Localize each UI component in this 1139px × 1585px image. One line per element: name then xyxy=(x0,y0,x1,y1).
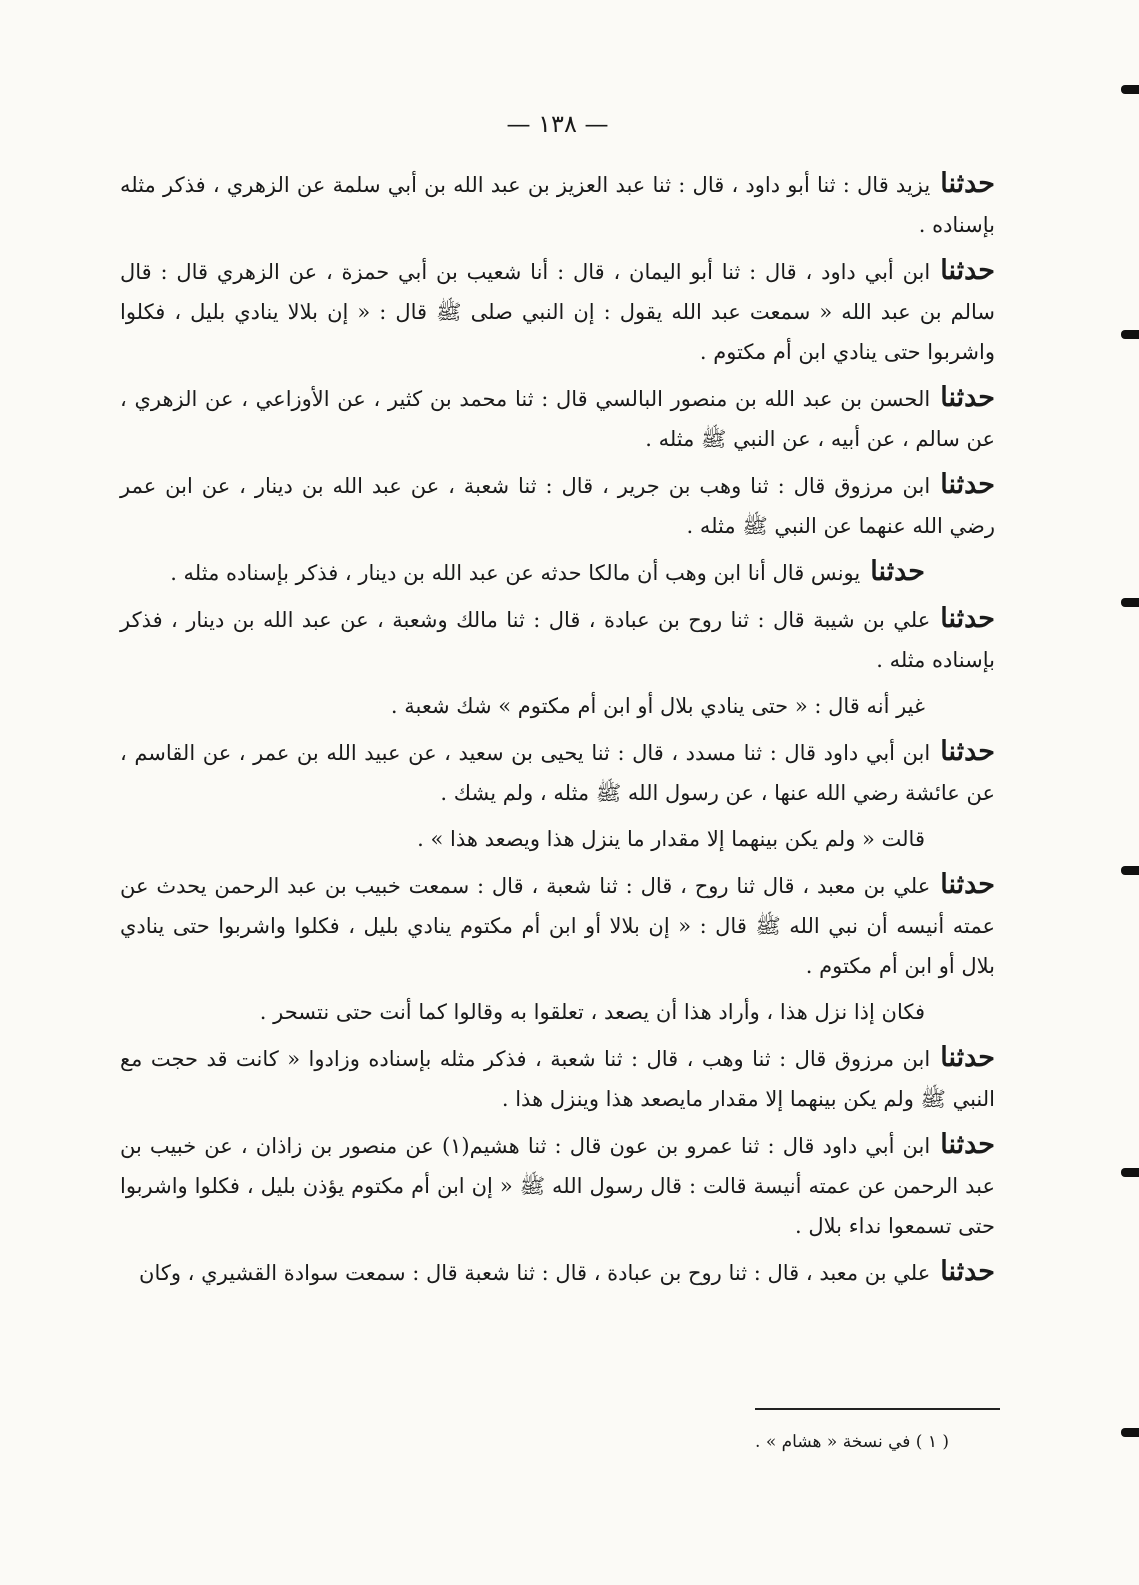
paragraph-text: علي بن معبد ، قال : ثنا روح بن عبادة ، قال : ثنا شعبة قال : سمعت سوادة القشيري ، وكان xyxy=(139,1261,931,1285)
lead-word: حدثنا xyxy=(940,168,995,199)
paragraph xyxy=(120,819,995,859)
margin-tab-mark xyxy=(1121,85,1139,94)
margin-tab-mark xyxy=(1121,330,1139,339)
paragraph-text: فكان إذا نزل هذا ، وأراد هذا أن يصعد ، تعلقوا به وقالوا كما أنت حتى نتسحر . xyxy=(259,1000,925,1024)
page-number: — ١٣٨ — xyxy=(506,110,609,138)
margin-tab-mark xyxy=(1121,1168,1139,1177)
page-body xyxy=(120,110,995,1299)
paragraph xyxy=(120,465,995,546)
paragraph xyxy=(120,865,995,986)
paragraph-text: ابن أبي داود قال : ثنا عمرو بن عون قال : ثنا هشيم(١) عن منصور بن زاذان ، عن خبيب بن عبد الرحمن عن عمته أنيسة قالت : قال رسول الله ﷺ « إن ابن أم مكتوم يؤذن بليل ، فكلوا واشربوا حتى تسمعوا نداء بلال . xyxy=(120,1134,996,1238)
paragraph xyxy=(120,251,995,372)
paragraph-text: علي بن معبد ، قال ثنا روح ، قال : ثنا شعبة ، قال : سمعت خبيب بن عبد الرحمن يحدث عن عمته أنيسه أن نبي الله ﷺ قال : « إن بلالا أو ابن أم مكتوم ينادي بليل ، فكلوا واشربوا حتى ينادي بلال أو ابن أم مكتوم . xyxy=(120,874,995,978)
paragraph xyxy=(120,1252,995,1293)
paragraph xyxy=(120,378,995,459)
paragraph-text: ابن مرزوق قال : ثنا وهب بن جرير ، قال : ثنا شعبة ، عن عبد الله بن دينار ، عن ابن عمر رضي الله عنهما عن النبي ﷺ مثله . xyxy=(120,474,995,538)
paragraph-text: ابن مرزوق قال : ثنا وهب ، قال : ثنا شعبة ، فذكر مثله بإسناده وزادوا « كانت قد حجت مع النبي ﷺ ولم يكن بينهما إلا مقدار مايصعد هذا وينزل هذا . xyxy=(120,1047,995,1111)
lead-word: حدثنا xyxy=(940,469,995,500)
lead-word: حدثنا xyxy=(940,869,995,900)
footnote-divider xyxy=(755,1408,1000,1410)
paragraph-text: علي بن شيبة قال : ثنا روح بن عبادة ، قال : ثنا مالك وشعبة ، عن عبد الله بن دينار ، فذكر بإسناده مثله . xyxy=(120,608,995,672)
lead-word: حدثنا xyxy=(940,1256,995,1287)
paragraph-text: يزيد قال : ثنا أبو داود ، قال : ثنا عبد العزيز بن عبد الله بن أبي سلمة عن الزهري ، فذكر مثله بإسناده . xyxy=(120,173,995,237)
paragraph xyxy=(120,686,995,726)
paragraph-text: غير أنه قال : « حتى ينادي بلال أو ابن أم مكتوم » شك شعبة . xyxy=(390,694,925,718)
paragraph-text: الحسن بن عبد الله بن منصور البالسي قال : ثنا محمد بن كثير ، عن الأوزاعي ، عن الزهري ، عن سالم ، عن أبيه ، عن النبي ﷺ مثله . xyxy=(120,387,995,451)
paragraph-text: ابن أبي داود قال : ثنا مسدد ، قال : ثنا يحيى بن سعيد ، عن عبيد الله بن عمر ، عن القاسم ، عن عائشة رضي الله عنها ، عن رسول الله ﷺ مثله ، ولم يشك . xyxy=(120,741,995,805)
lead-word: حدثنا xyxy=(940,603,995,634)
margin-tab-mark xyxy=(1121,598,1139,607)
lead-word: حدثنا xyxy=(940,1042,995,1073)
paragraph xyxy=(120,552,995,593)
paragraph xyxy=(120,732,995,813)
paragraph-text: قالت « ولم يكن بينهما إلا مقدار ما ينزل هذا ويصعد هذا » . xyxy=(417,827,925,851)
paragraph xyxy=(120,599,995,680)
margin-tab-mark xyxy=(1121,866,1139,875)
paragraph-text: يونس قال أنا ابن وهب أن مالكا حدثه عن عبد الله بن دينار ، فذكر بإسناده مثله . xyxy=(170,561,861,585)
margin-tab-mark xyxy=(1121,1428,1139,1437)
paragraph xyxy=(120,1125,995,1246)
paragraph xyxy=(120,164,995,245)
lead-word: حدثنا xyxy=(870,556,925,587)
paragraph-text: ابن أبي داود ، قال : ثنا أبو اليمان ، قال : أنا شعيب بن أبي حمزة ، عن الزهري قال : قال سالم بن عبد الله « سمعت عبد الله يقول : إن النبي صلى ﷺ قال : « إن بلالا ينادي بليل ، فكلوا واشربوا حتى ينادي ابن أم مكتوم . xyxy=(120,260,995,364)
lead-word: حدثنا xyxy=(940,255,995,286)
lead-word: حدثنا xyxy=(940,1129,995,1160)
lead-word: حدثنا xyxy=(940,736,995,767)
paragraph xyxy=(120,1038,995,1119)
lead-word: حدثنا xyxy=(940,382,995,413)
paragraph xyxy=(120,992,995,1032)
footnote: ( ١ ) في نسخة « هشام » . xyxy=(755,1432,949,1452)
